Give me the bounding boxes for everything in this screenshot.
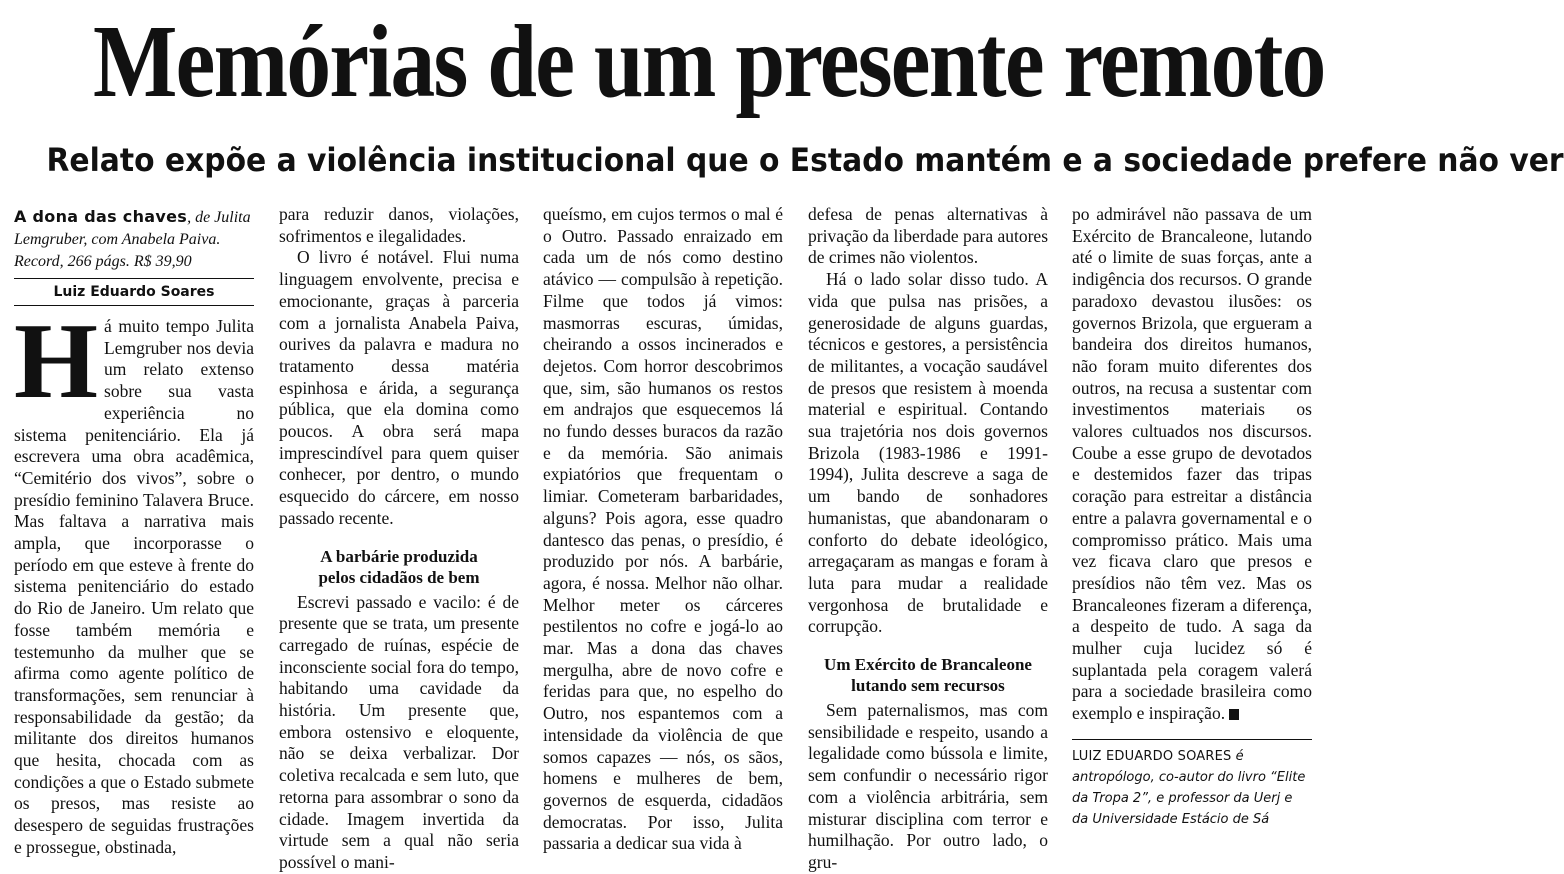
article-paragraph: á muito tempo Julita Lemgruber nos devia um relato extenso sobre sua vasta experiência no sistema penitenciário. Ela já escrevera uma obra acadêmica, “Cemitério dos vivos”, sobre o presídio feminino Talavera Bruce. Mas faltava a narrativa mais ampla, que incorporasse o período em que esteve à frente do sistema penitenciário do estado do Rio de Janeiro. Um relato que fosse também memória e testemunho da mulher que se afirma como agente político de transformações, sem renunciar à responsabilidade da gestão; da militante dos direitos humanos que hesita, chocada com as condições a que o Estado submete os presos, mas resiste ao desespero de seguidas frustrações e prossegue, obstinada,: [14, 316, 254, 857]
column-1: [14, 206, 254, 857]
section-subtitle: [808, 654, 1048, 696]
end-mark-icon: [1229, 709, 1239, 720]
book-info-box: [14, 206, 254, 272]
article-paragraph: [1072, 204, 1312, 725]
column-2: [279, 204, 519, 872]
book-coauthor-line: Lemgruber, com Anabela Paiva.: [14, 231, 221, 248]
subheadline: Relato expõe a violência institucional que o Estado mantém e a sociedade prefere não ver: [46, 141, 1564, 179]
author-bio: [1072, 739, 1312, 830]
article-text: po admirável não passava de um Exército de Brancaleone, lutando até o limite de suas forças, ante a indigência dos recursos. O grande paradoxo devastou ilusões: os governos Brizola, que ergueram a bandeira dos direitos humanos, não foram muito diferentes dos outros, na recusa a sustentar com investimentos materiais os valores cultuados nos discursos. Coube a esse grupo de devotados e destemidos fazer das tripas coração para estreitar a distância entre a palavra governamental e o compromisso prático. Mais uma vez ficava claro que presos e presídios não têm vez. Mas os Brancaleones fizeram a diferença, a despeito de tudo. A saga da mulher cuja lucidez só é suplantada pela coragem valerá para a sociedade brasileira como exemplo e inspiração.: [1072, 204, 1312, 724]
book-publisher-line: Record, 266 págs. R$ 39,90: [14, 253, 192, 270]
column-5: [1072, 204, 1312, 840]
section-subtitle: [279, 546, 519, 588]
book-author-line: , de Julita: [187, 209, 251, 226]
section-subtitle-line: lutando sem recursos: [851, 676, 1005, 696]
byline: Luiz Eduardo Soares: [14, 278, 254, 306]
article-paragraph: Há o lado solar disso tudo. A vida que pulsa nas prisões, a generosidade de alguns guardas, técnicos e gestores, a persistência de militantes, a vocação saudável de presos que resistem à moenda material e espiritual. Contando sua trajetória nos dois governos Brizola (1983-1986 e 1991-1994), Julita descreve a saga de um bando de sonhadores humanistas, que abandonaram o conforto do debate ideológico, arregaçaram as mangas e foram à luta para mudar a realidade vergonhosa de brutalidade e corrupção.: [808, 269, 1048, 637]
article-paragraph: defesa de penas alternativas à privação da liberdade para autores de crimes não violentos.: [808, 204, 1049, 268]
book-title: A dona das chaves: [14, 207, 188, 226]
bio-text: é antropólogo, co-autor do livro “Elite da Tropa 2”, e professor da Uerj e da Universidade Estácio de Sá: [1072, 748, 1306, 827]
bio-author-name: LUIZ EDUARDO SOARES: [1072, 748, 1232, 764]
column-3: [543, 204, 783, 854]
article-paragraph: Sem paternalismos, mas com sensibilidade e respeito, usando a legalidade como bússola e limite, sem confundir o necessário rigor com a violência arbitrária, sem misturar disciplina com terror e humilhação. Por outro lado, o gru-: [808, 700, 1048, 872]
drop-cap: H: [14, 302, 99, 421]
section-subtitle-line: pelos cidadãos de bem: [318, 567, 480, 587]
section-subtitle-line: Um Exército de Brancaleone: [824, 655, 1032, 675]
article-paragraph: Escrevi passado e vacilo: é de presente que se trata, um presente carregado de ruínas, espécie de inconsciente social fora do tempo, habitando uma cavidade da história. Um presente que, embora ostensivo e eloquente, não se deixa verbalizar. Dor coletiva recalcada e sem luto, que retorna para assombrar o sono da cidade. Imagem invertida da virtude sem a qual não seria possível o mani-: [279, 591, 519, 872]
column-4: [808, 204, 1049, 872]
headline: Memórias de um presente remoto: [92, 4, 1325, 119]
article-paragraph: O livro é notável. Flui numa linguagem envolvente, precisa e emocionante, graças à parceria com a jornalista Anabela Paiva, ourives da palavra e madura no tratamento dessa matéria espinhosa e árida, a segurança pública, que ela domina como poucos. A obra será mapa imprescindível para quem quiser conhecer, por dentro, o mundo esquecido do cárcere, em nosso passado recente.: [279, 247, 519, 528]
article-paragraph: para reduzir danos, violações, sofrimentos e ilegalidades.: [279, 204, 519, 246]
article-paragraph: queísmo, em cujos termos o mal é o Outro. Passado enraizado em cada um de nós como destino atávico — compulsão à repetição. Filme que todos já vimos: masmorras escuras, úmidas, cheirando a ossos incinerados e dejetos. Com horror descobrimos que, sim, são humanos os restos em andrajos que esquecemos lá no fundo desses buracos da razão e da memória. São animais expiatórios que frequentam o limiar. Cometeram barbaridades, alguns? Pois agora, esse quadro dantesco das penas, o presídio, é produzido por nós. A barbárie, agora, é nossa. Melhor não olhar. Melhor meter os cárceres pestilentos no cofre e jogá-lo ao mar. Mas a dona das chaves mergulha, abre de novo cofre e feridas para que, no espelho do Outro, nos espantemos com a intensidade da violência de que somos capazes — nós, os sãos, homens e mulheres de bem, governos de esquerda, cidadãos democratas. Por isso, Julita passaria a dedicar sua vida à: [543, 204, 783, 854]
section-subtitle-line: A barbárie produzida: [320, 546, 478, 566]
